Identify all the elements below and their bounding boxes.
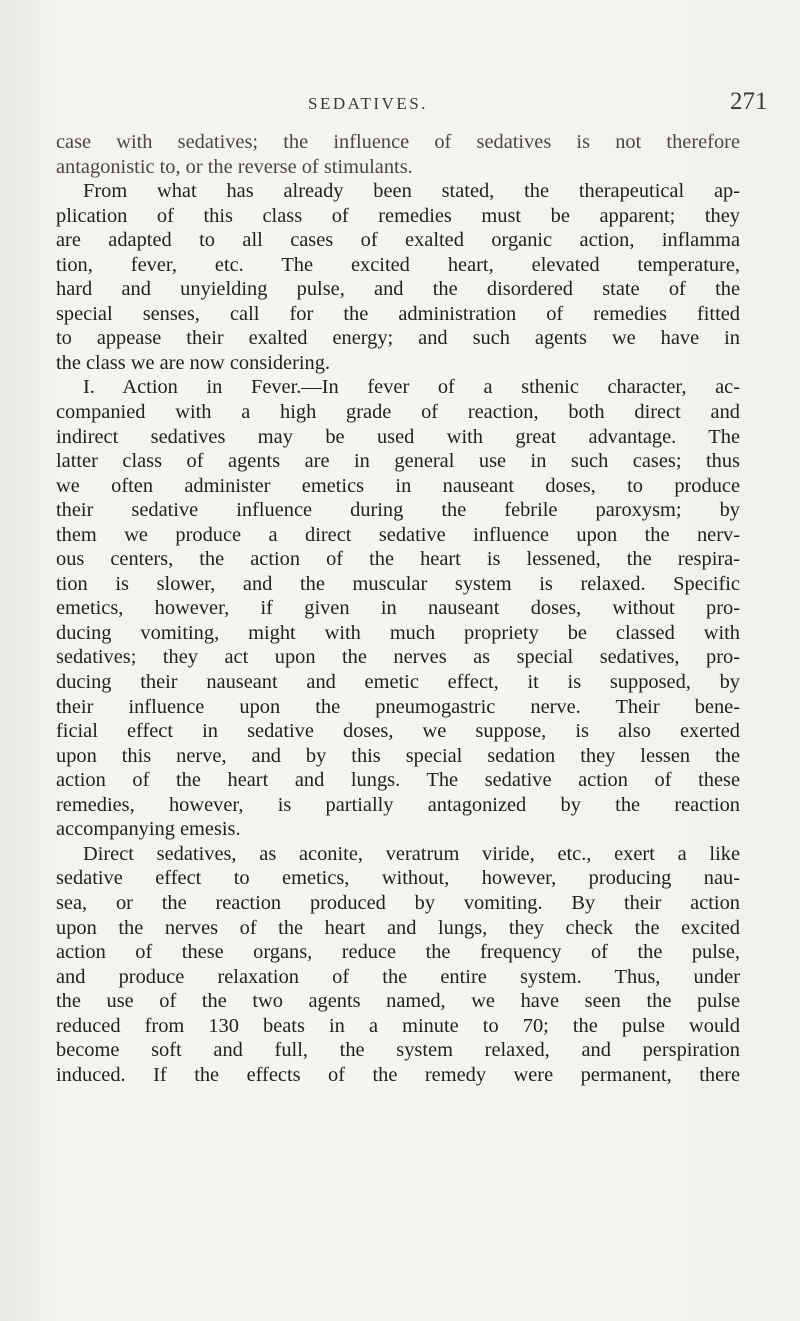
text-line: ducing vomiting, might with much propriety be classed with — [56, 621, 740, 644]
text-line: emetics, however, if given in nauseant doses, without pro- — [56, 597, 740, 620]
text-line: are adapted to all cases of exalted organic action, inflamma — [56, 229, 740, 252]
text-line: them we produce a direct sedative influence upon the nerv- — [56, 523, 740, 546]
text-line: hard and unyielding pulse, and the disordered state of the — [56, 278, 740, 301]
text-line: the use of the two agents named, we have seen the pulse — [56, 990, 740, 1013]
text-line: I. Action in Fever.—In fever of a sthenic character, ac- — [83, 376, 740, 399]
text-line: reduced from 130 beats in a minute to 70; the pulse would — [56, 1014, 740, 1037]
text-line: latter class of agents are in general use in such cases; thus — [56, 450, 740, 473]
page-number: 271 — [730, 88, 768, 115]
text-line: action of the heart and lungs. The sedative action of these — [56, 769, 740, 792]
running-head — [0, 88, 800, 122]
text-line: case with sedatives; the influence of sedatives is not therefore — [56, 131, 740, 153]
running-head-title: SEDATIVES. — [308, 94, 428, 113]
text-line: sea, or the reaction produced by vomiting. By their action — [56, 891, 740, 914]
text-line: ducing their nauseant and emetic effect, it is supposed, by — [56, 671, 740, 694]
text-line: Direct sedatives, as aconite, veratrum viride, etc., exert a like — [83, 842, 740, 865]
text-line: sedatives; they act upon the nerves as special sedatives, pro- — [56, 646, 740, 669]
text-line: From what has already been stated, the therapeutical ap- — [83, 180, 740, 203]
text-line: tion, fever, etc. The excited heart, elevated temperature, — [56, 253, 740, 276]
body-text — [56, 130, 740, 1087]
text-line: companied with a high grade of reaction, both direct and — [56, 401, 740, 424]
text-line: tion is slower, and the muscular system is relaxed. Specific — [56, 572, 740, 595]
text-line: remedies, however, is partially antagonized by the reaction — [56, 793, 740, 816]
text-line: sedative effect to emetics, without, however, producing nau- — [56, 867, 740, 890]
text-line: accompanying emesis. — [56, 818, 241, 841]
text-line: upon the nerves of the heart and lungs, they check the excited — [56, 916, 740, 939]
text-line: to appease their exalted energy; and such agents we have in — [56, 327, 740, 350]
text-line: special senses, call for the administration of remedies fitted — [56, 302, 740, 325]
text-line: the class we are now considering. — [56, 351, 331, 374]
text-line: their sedative influence during the febrile paroxysm; by — [56, 499, 740, 522]
text-line: antagonistic to, or the reverse of stimulants. — [56, 155, 413, 178]
text-line: plication of this class of remedies must be apparent; they — [56, 204, 740, 227]
text-line: action of these organs, reduce the frequency of the pulse, — [56, 941, 740, 964]
text-line: become soft and full, the system relaxed, and perspiration — [56, 1039, 740, 1062]
text-line: and produce relaxation of the entire system. Thus, under — [56, 965, 740, 988]
text-line: ous centers, the action of the heart is lessened, the respira- — [56, 548, 740, 571]
text-line: we often administer emetics in nauseant doses, to produce — [56, 474, 740, 497]
text-line: indirect sedatives may be used with great advantage. The — [56, 425, 740, 448]
text-line: induced. If the effects of the remedy were permanent, there — [56, 1063, 740, 1086]
text-line: upon this nerve, and by this special sedation they lessen the — [56, 744, 740, 767]
text-line: ficial effect in sedative doses, we suppose, is also exerted — [56, 720, 740, 743]
text-line: their influence upon the pneumogastric nerve. Their bene- — [56, 695, 740, 718]
